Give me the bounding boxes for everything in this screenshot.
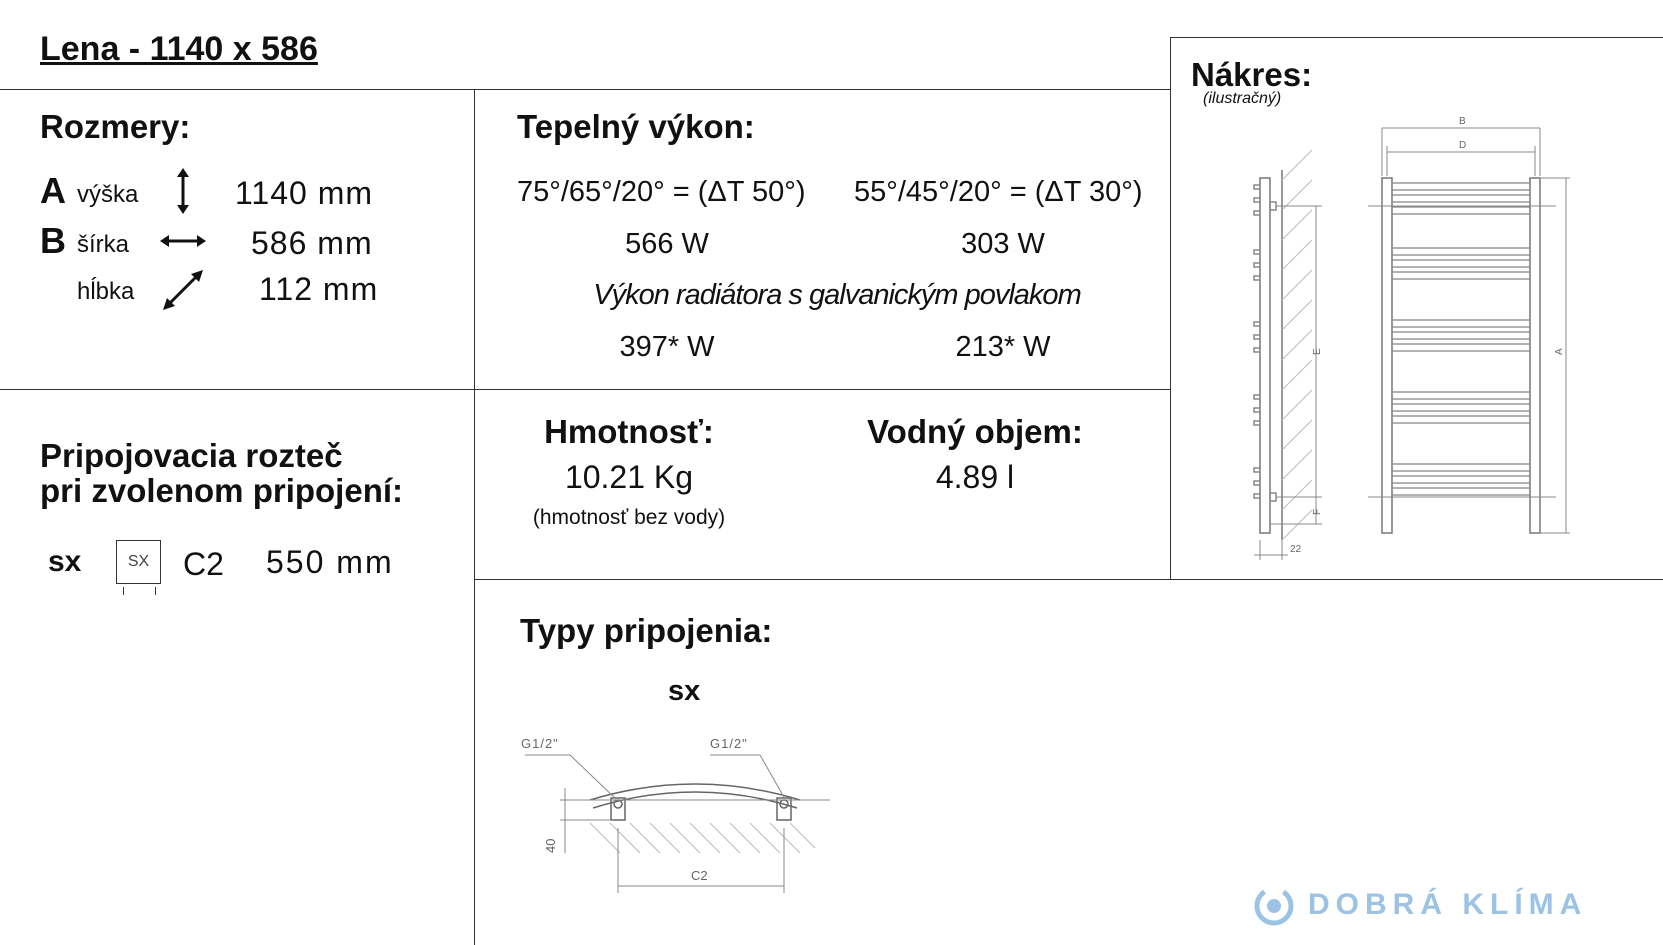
floor-hatching <box>590 823 815 853</box>
weight-heading: Hmotnosť: <box>544 413 714 450</box>
drawing-note: (ilustračný) <box>1203 90 1282 107</box>
dim-label-22: 22 <box>1290 544 1302 555</box>
connection-label-left: G1/2" <box>521 736 559 751</box>
divider-col1 <box>474 89 475 945</box>
dim-label-e: E <box>1312 348 1323 355</box>
horizontal-arrow-icon <box>160 233 206 249</box>
connection-label-right: G1/2" <box>710 736 748 751</box>
dimension-letter-a: A <box>40 170 66 211</box>
radiator-technical-drawing <box>1240 110 1580 570</box>
spacing-heading-line1: Pripojovacia rozteč <box>40 437 343 474</box>
dimension-label-depth: hĺbka <box>77 278 135 305</box>
dim-label-f: F <box>1312 508 1323 515</box>
thermal-heading: Tepelný výkon: <box>517 108 755 145</box>
dim-label-d: D <box>1459 140 1467 151</box>
divider-mid-row <box>0 389 1170 390</box>
brand-name: DOBRÁ KLÍMA <box>1308 888 1588 921</box>
dimension-label-width: šírka <box>77 231 130 258</box>
vertical-arrow-icon <box>174 168 192 214</box>
radiator-front-view <box>1382 178 1540 533</box>
dimension-value-width: 586 mm <box>251 225 373 261</box>
drawing-heading: Nákres: <box>1191 56 1313 93</box>
spacing-heading-line2: pri zvolenom pripojení: <box>40 472 404 509</box>
divider-top-left <box>0 89 1170 90</box>
spacing-value: 550 mm <box>266 544 394 580</box>
sx-icon-leg-right <box>155 587 156 595</box>
volume-heading: Vodný objem: <box>867 413 1083 450</box>
divider-drawing-left <box>1170 37 1171 580</box>
sx-icon-leg-left <box>123 587 124 595</box>
side-bar-groups <box>1254 185 1276 501</box>
sx-icon-label: SX <box>127 553 150 570</box>
dimension-label-height: výška <box>77 181 139 208</box>
brand-logo-icon <box>1253 885 1295 927</box>
radiator-side-view <box>1260 170 1282 540</box>
page-title: Lena - 1140 x 586 <box>40 30 318 68</box>
galvanic-value-dt50: 397* W <box>619 331 715 363</box>
sx-connection-diagram <box>515 728 855 898</box>
thermal-value-dt50: 566 W <box>625 228 709 260</box>
dimension-value-depth: 112 mm <box>259 271 379 307</box>
diagonal-arrow-icon <box>163 270 203 310</box>
dimension-value-height: 1140 mm <box>235 175 374 211</box>
thermal-value-dt30: 303 W <box>961 228 1045 260</box>
divider-bottom-row <box>474 579 1663 580</box>
dimension-letter-b: B <box>40 220 66 261</box>
dim-label-40: 40 <box>543 838 558 853</box>
radiator-crossbars <box>1392 183 1530 495</box>
spacing-dim-label: C2 <box>183 546 224 582</box>
connection-type-label: sx <box>668 675 701 707</box>
side-dimension-lines <box>1254 206 1322 560</box>
divider-drawing-top <box>1170 37 1663 38</box>
wall-hatching <box>1282 150 1312 540</box>
spacing-type: sx <box>48 545 82 578</box>
weight-note: (hmotnosť bez vody) <box>532 506 726 529</box>
thermal-condition-dt30: 55°/45°/20° = (ΔT 30°) <box>854 176 1143 208</box>
galvanic-value-dt30: 213* W <box>955 331 1051 363</box>
galvanic-output-label: Výkon radiátora s galvanickým povlakom <box>593 279 1081 311</box>
connection-types-heading: Typy pripojenia: <box>520 612 773 649</box>
connection-leaders <box>525 755 830 893</box>
volume-value: 4.89 l <box>935 459 1015 495</box>
sx-connection-icon <box>116 540 161 584</box>
weight-value: 10.21 Kg <box>564 459 694 495</box>
dimensions-heading: Rozmery: <box>40 108 191 145</box>
dim-label-a: A <box>1554 348 1565 355</box>
radiator-top-view <box>590 784 800 820</box>
thermal-condition-dt50: 75°/65°/20° = (ΔT 50°) <box>517 176 806 208</box>
dim-label-c2: C2 <box>691 868 708 883</box>
dim-label-b: B <box>1459 116 1466 127</box>
